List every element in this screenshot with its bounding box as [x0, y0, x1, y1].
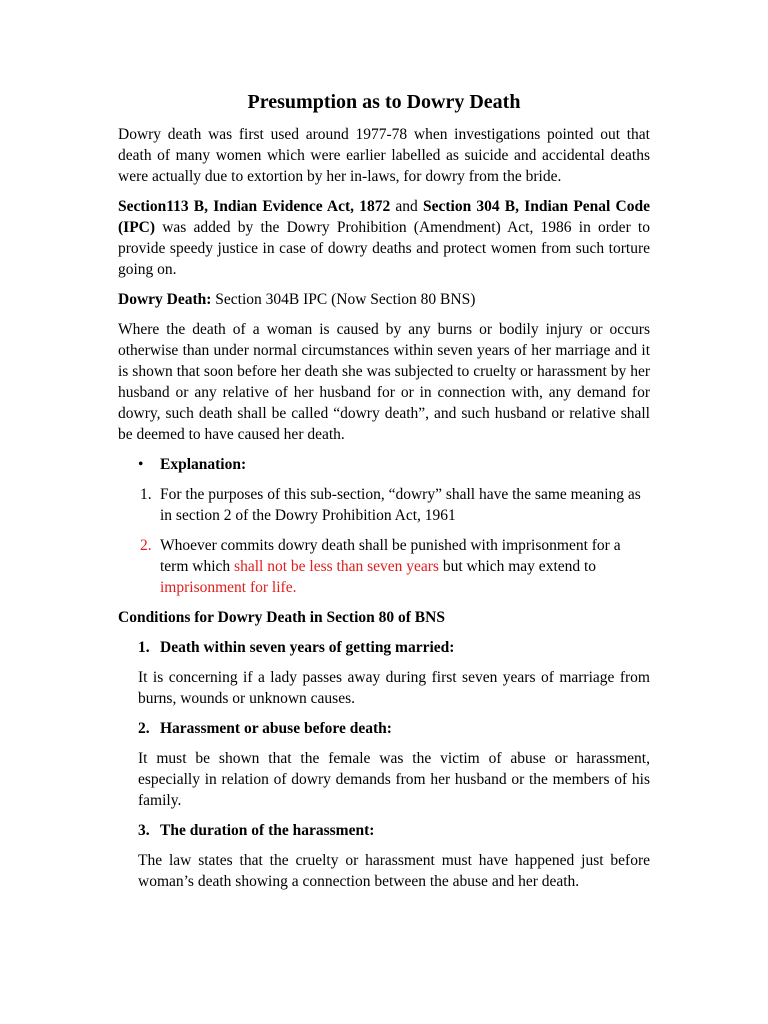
condition-2-heading: 2. Harassment or abuse before death: — [138, 720, 392, 737]
explanation-item-1: 1. For the purposes of this sub-section, “dowry” shall have the same meaning as in section 2 of the Dowry Prohibition Act, 1961 — [140, 486, 641, 524]
condition-3-heading: 3. The duration of the harassment: — [138, 822, 375, 839]
explanation-item-2: 2. Whoever commits dowry death shall be punished with imprisonment for a term which shall not be less than seven years but which may extend to imprisonment for life. — [140, 537, 621, 596]
condition-2-text: It must be shown that the female was the victim of abuse or harassment, especially in relation of dowry demands from her husband or the members of his family. — [138, 750, 650, 809]
condition-1-text: It is concerning if a lady passes away during first seven years of marriage from burns, wounds or unknown causes. — [138, 669, 650, 707]
explanation-label: Explanation: — [160, 456, 247, 473]
evidence-act-ref: Section113 B, Indian Evidence Act, 1872 — [118, 198, 391, 215]
min-punishment-highlight: shall not be less than seven years — [234, 558, 439, 575]
intro-paragraph: Dowry death was first used around 1977-78 when investigations pointed out that death of many women which were earlier labelled as suicide and accidental deaths were actually due to extortion by her in-laws, for dowry from the bride. — [118, 126, 650, 185]
document-title: Presumption as to Dowry Death — [247, 91, 521, 113]
dowry-death-definition: Where the death of a woman is caused by any burns or bodily injury or occurs otherwise than under normal circumstances within seven years of her marriage and it is shown that soon before her death she was subjected to cruelty or harassment by her husband or any relative of her husband for or in connection with, any demand for dowry, such death shall be called “dowry death”, and such husband or relative shall be deemed to have caused her death. — [118, 321, 650, 443]
document-content — [118, 90, 650, 901]
conditions-heading: Conditions for Dowry Death in Section 80 of BNS — [118, 609, 445, 626]
max-punishment-highlight: imprisonment for life. — [160, 579, 297, 596]
condition-3-text: The law states that the cruelty or harassment must have happened just before woman’s death showing a connection between the abuse and her death. — [138, 852, 650, 890]
condition-1-heading: 1. Death within seven years of getting married: — [138, 639, 455, 656]
explanation-bullet — [118, 454, 650, 475]
dowry-death-definition-label: Dowry Death: Section 304B IPC (Now Section 80 BNS) — [118, 291, 476, 308]
ipc-ref: Section 304 B, Indian Penal Code (IPC) — [118, 198, 650, 236]
sections-paragraph: Section113 B, Indian Evidence Act, 1872 and Section 304 B, Indian Penal Code (IPC) was added by the Dowry Prohibition (Amendment) Act, 1986 in order to provide speedy justice in case of dowry deaths and protect women from such torture going on. — [118, 198, 650, 278]
bullet-icon: • — [138, 456, 144, 473]
